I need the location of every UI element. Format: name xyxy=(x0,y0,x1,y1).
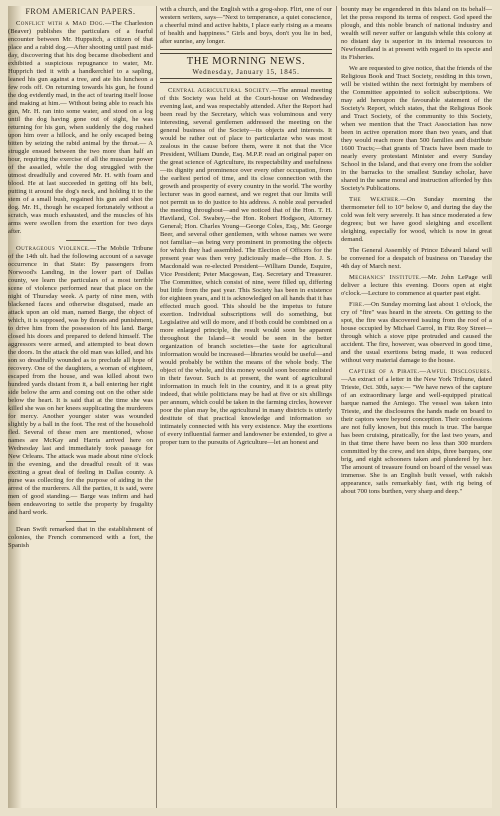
article-body: —The Charleston (Beaver) publishes the particulars of a fearful encounter between Mr. Huppsitch, a citizen of that place and a rabid dog.—After shooting until past mid-day, discovering that his dog became disobedient and exhibited a suspicious repugnance to water, Mr. Hupprich tied it with a handkerchief to a sapling, leaned his gun against a tree, and ate his luncheon a few rods off. On returning towards his gun, he found the dog evidently mad, in the act of tearing itself loose and making at him.— Without being able to reach his gun, Mr. H. ran into some water, and stood on a log until the dog having gone out of sight, he was returning for his gun, when suddenly the dog rushed upon him over a hillock, and he only escaped being bitten by seizing the rabid animal by the throat.— A struggle ensued between the two more than half an hour, requiring the exercise of all the muscular power of the assailed, while the dog struggled with the utmost dreadfully and covered Mr. H. with foam and blood. He at last succeeded in getting off his belt, putting it around the dog's neck, and holding it to the stem of a small bush, regained his gun and shot the dog. Mr. H., though he escaped fortunately without a scratch, was much exhausted, and the muscles of his arms were swollen from the exertion for two days after. xyxy=(8,20,153,235)
article-tract-society: We are requested to give notice, that the friends of the Religious Book and Tract Society, residing in this town, will be visited within the next fortnight by members of the Committee appointed to solicit subscriptions. We may add hereupon the favourable statement of the Society's Report, which states, that the Religious Book and Tract Society, of the community to this Society, when we mention that the Tract Association has now been in active operation more than two years, and that they would reach more than 500 families and distribute 1600 Tracts;—that grants of Tracts have been made to nearly every protestant Minister and every Sunday School in the Island, and that every one from the soldier in the barracks to the smallest Sunday scholar, have shared in the same moral and instruction afforded by this Society's Publications. xyxy=(341,65,492,192)
article-mad-dog xyxy=(8,20,153,236)
article-flirt: with a church, and the English with a grog-shop. Flirt, one of our western writers, says—"Next to temperance, a quiet conscience, a cheerful mind and active habits, I place early rising as a means of health and happiness." Girls and boys, don't you lie in bed, after sunrise, any longer. xyxy=(160,6,332,45)
column-3 xyxy=(341,6,492,808)
issue-date: Wednesday, January 15, 1845. xyxy=(192,68,300,76)
article-body: —An extract of a letter in the New York Tribune, dated Trieste, Oct. 30th, says:— "We have news of the capture of an extraordinary large and well-equipped piratical barque named the Amiego. The vessel was taken into Trieste, and the disclosures the hands made on board to their captors were beyond conception. Their confessions are not fully known, but this much is true. The barque has been cruising, piratically, for the last two years, and in that time there have been no less than 300 murders committed by the crew, and ten ships, three barques, one brig, and eight schooners taken and plundered by her. The amount of treasure found on board of the vessel was immense. She is an English built vessel, with rakish appearance, sails remarkably fast, with rig being of about 700 tons burthen, very sharp and deep." xyxy=(341,376,492,495)
article-title: The Weather. xyxy=(349,196,401,203)
article-body: —The Mobile Tribune of the 14th ult. had the following account of a savage occurrence in that State: By passengers from Norwood's Landing, in the lower part of Dallas county, we learn the particulars of a most terrible scene of violence performed near that place on the night of Thursday week. A party of nine men, with blackened faces and otherwise disguised, made an attack upon an old man, named Barge, the object of which, it is supposed, was by threats and punishment, to drive him from the possession of his land. Barge closed his doors and prepared to defend himself. The aggressors were armed, and attempted to beat down the doors. In the attack the old man was killed, and his son so dreadfully wounded as to preclude all hope of recovery. One of the daughters, a woman of eighteen, escaped from the house, and was killed about two hundred yards distant from it, a ball entering her right side below the arm and coming out on the other side below the heart. It is said that at the time she was killed she was on her knees supplicating the murderers for mercy. Another younger sister was wounded slightly by a ball in the foot. The rest of the household fled. Several of these men are mentioned, whose names are McKay and Harris arrived here on Wednesday last and immediately took passage for New Orleans. The attack was made about nine o'clock in the evening, and the dreadful result of it was exciting a great deal of feeling in Dallas county. A purse was collecting for the purpose of aiding in the arrest of the murderers. All the parties, it is said, were men of good standing.— Barge was infirm and had been endeavoring to settle the property by frugality and hard work. xyxy=(8,245,153,516)
article-title: Capture of a Pirate.—Awful Disclosures. xyxy=(349,368,492,375)
divider xyxy=(66,521,96,522)
article-outrage xyxy=(8,245,153,517)
article-title: Conflict with a Mad Dog. xyxy=(16,20,105,27)
newspaper-page xyxy=(8,6,492,808)
double-rule xyxy=(160,49,332,54)
column-1 xyxy=(8,6,153,808)
section-heading-american-papers: FROM AMERICAN PAPERS. xyxy=(25,7,136,16)
article-title: Fire. xyxy=(349,301,365,308)
article-assembly: The General Assembly of Prince Edward Island will be convened for a despatch of business on Tuesday the 4th day of March next. xyxy=(341,247,492,270)
masthead: THE MORNING NEWS. xyxy=(186,56,306,67)
article-swift: Dean Swift remarked that in the establishment of colonies, the French commenced with a fort, the Spanish xyxy=(8,526,153,549)
article-title: Outrageous Violence. xyxy=(16,245,90,252)
column-2 xyxy=(160,6,332,808)
article-body: —The annual meeting of this Society was held at the Court-house on Wednesday evening last, and was respectably attended. After the Report had been read by the Secretary, which was voluminous and very interesting, several gentlemen addressed the meeting on the general business of the Society—its objects and interests. It would be rather out of place to particularize who was most zealous in the cause before them, were it not that the Vice President, William Dunde, Esq. M.P.P. read an original paper on the great science of Agriculture, its respectability and usefulness—its dignity and prominence over every other occupation, from the earliest period of time, and its close connection with the growth and prosperity of every country in the world. The worthy lecturer was in good earnest, and we regret that our limits will not permit us to do justice to his address. A noble zeal pervaded the meeting throughout—and we noticed that of the Hon. T. H. Haviland, Col. Swabey,—the Hon. Robert Hodgson, Attorney General; Hon. Charles Young—George Coles, Esq., Mr. George Beer, and several other gentlemen, with whose names we were not familiar—as being very prominent in promoting the objects for which they had assembled. The Election of Officers for the present year was then very judiciously made—the Hon. J. S. Macdonald was re-elected President—William Dunde, Esquire, Vice President; Peter Macgowan, Esq. Secretary and Treasurer. The Committee, which consist of nine, were filled up, differing but little from the past year. This Society has been in existence for eighteen years, and it is acknowledged on all hands that it has effected much good. This should be the impetus to future exertion. Individual subscriptions will do something, but Legislative aid will do more, and if both could be combined on a more enlarged principle, the result would soon be apparent throughout the Island—it would be seen in the better organization of branch societies—the taste for agricultural information would be increased—libraries would be useful—and would probably be within the means of the whole body. The object of the whole, and this money would soon become enlisted in their favour. Such is at present, the want of agricultural information in much felt in the country, and it is a great pity indeed, that while politicians may be had at five or six shillings per annum, which could be taken in the farming circles, however poor the plan may be, the agricultural in many districts is utterly destitute of that practical knowledge and information so intimately connected with his very existence. May the exertions of every influential farmer and landowner be extended, to give a proper turn to the pursuits of Agriculture—let an honest and xyxy=(160,87,332,446)
article-mechanics xyxy=(341,274,492,298)
article-fire xyxy=(341,301,492,365)
article-body: —On Sunday morning the thermometer fell to 10° below 0, and during the day the cold was felt very severely. It has since moderated a few degrees; but we have good sleighing and excellent sleighing, especially for wood, which is now in great demand. xyxy=(341,196,492,243)
article-body: —On Sunday morning last about 1 o'clock, the cry of "fire" was heard in the streets. On getting to the spot, the fire was discovered issuing from the roof of a house occupied by Michael Carrol, in Fitz Roy Street—through which a stove pipe protruded and caused the accident. The fire, however, was observed in good time, and the usual exertions being made, it was reduced without very material damage to the house. xyxy=(341,301,492,364)
article-agricultural-society xyxy=(160,87,332,447)
article-pirate xyxy=(341,368,492,496)
article-title: Central Agricultural Society. xyxy=(168,87,272,94)
article-bounty: bounty may be engendered in this Island on its behalf—let the press respond its terms of respect. God speed the plough, and this noble branch of national industry and wealth will never suffer or languish while this colony at no distant day is superior in its internal resources to Newfoundland is at present with regard to its specie and its Fisheries. xyxy=(341,6,492,61)
divider xyxy=(66,240,96,241)
article-body: —Mr. John LePage will deliver a lecture this evening. Doors open at eight o'clock.—Lecture to commence at quarter past eight. xyxy=(341,274,492,297)
article-weather xyxy=(341,196,492,244)
column-rule xyxy=(156,6,157,808)
article-title: Mechanics' Institute. xyxy=(349,274,422,281)
double-rule xyxy=(160,78,332,83)
column-rule xyxy=(336,6,337,808)
